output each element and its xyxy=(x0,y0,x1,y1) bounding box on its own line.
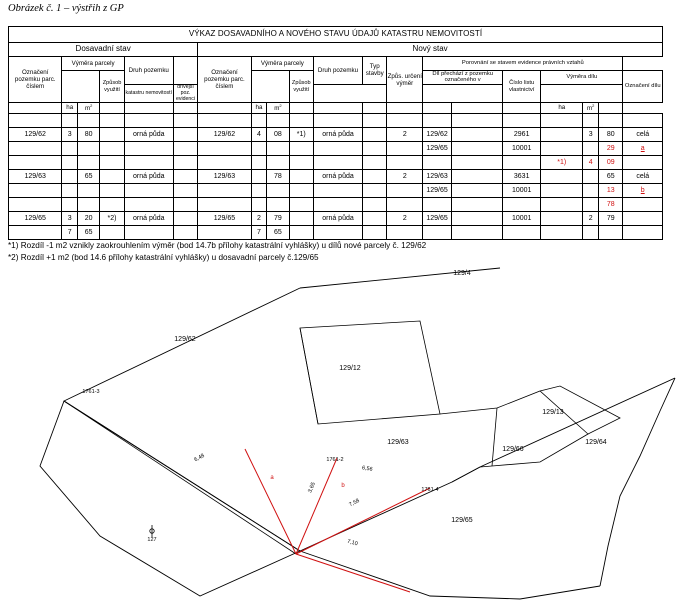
cell-dil-m2: 29 xyxy=(599,142,623,156)
cell-new-m2: 08 xyxy=(267,128,289,142)
table-row xyxy=(9,156,663,170)
cell-kn: 129/65 xyxy=(423,184,452,198)
blank-c8 xyxy=(251,114,267,128)
cell-dil-oznaceni: a xyxy=(623,142,663,156)
cell-new-druh xyxy=(314,184,363,198)
cell-new-flag xyxy=(289,156,313,170)
cell-dil-flag xyxy=(541,170,583,184)
cell-dil-m2: 78 xyxy=(599,198,623,212)
cell-lv: 3631 xyxy=(503,170,541,184)
blank-c20 xyxy=(623,114,663,128)
cell-poz-evidence xyxy=(452,156,503,170)
hdr-cislo-listu: Číslo listu vlastnictví xyxy=(503,71,541,103)
cell-old-druh xyxy=(124,156,173,170)
cell-new-druh xyxy=(314,142,363,156)
cell-dil-ha: 4 xyxy=(583,156,599,170)
table-group-row xyxy=(9,43,663,57)
blank-c12 xyxy=(362,114,386,128)
cell-typ-stavby xyxy=(362,128,386,142)
cell-kn: 129/65 xyxy=(423,142,452,156)
map-dil-label: b xyxy=(341,483,345,489)
cell-new-m2 xyxy=(267,142,289,156)
cell-new-ha xyxy=(251,198,267,212)
cell-old-m2: 65 xyxy=(78,226,100,240)
cell-new-ha xyxy=(251,184,267,198)
table-title-row xyxy=(9,27,663,43)
cell-old-parc xyxy=(9,198,62,212)
hdr-druh-new: Druh pozemku xyxy=(314,57,363,85)
unit-ha-new: ha xyxy=(251,103,267,114)
blank-c6 xyxy=(173,114,197,128)
cell-old-druh: orná půda xyxy=(124,170,173,184)
footnotes xyxy=(8,240,426,264)
map-point-label: 127 xyxy=(147,537,157,543)
map-dimension-label: 6,56 xyxy=(361,465,373,473)
cell-old-parc: 129/63 xyxy=(9,170,62,184)
cell-old-parc xyxy=(9,184,62,198)
cell-old-zpusob xyxy=(173,156,197,170)
cell-new-ha xyxy=(251,142,267,156)
cell-old-flag xyxy=(100,170,124,184)
cell-dil-ha xyxy=(583,226,599,240)
cell-old-flag xyxy=(100,198,124,212)
cell-zpusob-urceni: 2 xyxy=(387,170,423,184)
blank-c14 xyxy=(423,114,452,128)
group-old: Dosavadní stav xyxy=(9,43,198,57)
cell-new-parc xyxy=(198,198,251,212)
cell-typ-stavby xyxy=(362,156,386,170)
unit-spacer-3 xyxy=(124,103,173,114)
hdr-zpusob-old: Způsob využití xyxy=(100,71,124,103)
cell-dil-ha xyxy=(583,170,599,184)
cell-kn: 129/65 xyxy=(423,212,452,226)
map-new-boundary xyxy=(245,449,430,592)
cell-old-ha: 3 xyxy=(62,128,78,142)
cell-new-flag xyxy=(289,170,313,184)
map-dimension-label: 3,65 xyxy=(307,481,317,494)
cell-new-m2 xyxy=(267,184,289,198)
cell-typ-stavby xyxy=(362,226,386,240)
cell-typ-stavby xyxy=(362,170,386,184)
hdr-spacer-vym-old xyxy=(62,71,100,103)
unit-m2-old: $m^2$ xyxy=(78,103,100,114)
footnote-1: *1) Rozdíl -1 m2 vznikly zaokrouhlením výměr (bod 14.7b přílohy katastrální vyhlášky) u dílů nové parcely č. 129/62 xyxy=(8,241,427,250)
map-parcel-label: 129/65 xyxy=(451,517,473,524)
cell-zpusob-urceni xyxy=(387,198,423,212)
cell-kn xyxy=(423,198,452,212)
cell-old-parc: 129/65 xyxy=(9,212,62,226)
unit-spacer-8 xyxy=(362,103,386,114)
hdr-katastru: katastru nemovitostí xyxy=(124,84,173,102)
map-text-layer xyxy=(82,270,606,547)
map-dimension-label: 6,48 xyxy=(193,452,206,464)
cell-old-ha xyxy=(62,184,78,198)
cell-old-flag xyxy=(100,226,124,240)
cell-typ-stavby xyxy=(362,184,386,198)
cell-old-druh: orná půda xyxy=(124,128,173,142)
map-point-label: 1761-3 xyxy=(82,389,100,395)
cell-lv: 10001 xyxy=(503,142,541,156)
cell-zpusob-urceni xyxy=(387,184,423,198)
cell-old-flag xyxy=(100,128,124,142)
hdr-typ-stavby: Typ stavby xyxy=(362,57,386,85)
blank-c18 xyxy=(583,114,599,128)
cell-old-zpusob xyxy=(173,198,197,212)
cell-typ-stavby xyxy=(362,142,386,156)
cell-lv xyxy=(503,198,541,212)
cell-old-druh xyxy=(124,226,173,240)
cell-new-druh: orná půda xyxy=(314,128,363,142)
unit-spacer-10 xyxy=(423,103,452,114)
cell-lv: 10001 xyxy=(503,212,541,226)
cell-new-druh xyxy=(314,226,363,240)
map-boundaries xyxy=(40,268,675,599)
table-row xyxy=(9,128,663,142)
unit-spacer-7 xyxy=(314,103,363,114)
cell-new-druh: orná půda xyxy=(314,170,363,184)
cell-old-parc xyxy=(9,156,62,170)
cell-dil-flag xyxy=(541,226,583,240)
table-blank-row xyxy=(9,114,663,128)
cell-new-ha: 2 xyxy=(251,212,267,226)
hdr-group-compare: Porovnání se stavem evidence právních vztahů xyxy=(423,57,623,71)
map-parcel-label: 129/63 xyxy=(387,439,409,446)
cell-dil-oznaceni: celá xyxy=(623,170,663,184)
unit-ha-dil: ha xyxy=(541,103,583,114)
cell-old-m2: 80 xyxy=(78,128,100,142)
map-interior-lines xyxy=(64,321,620,554)
blank-c15 xyxy=(452,114,503,128)
map-parcel-label: 129/4 xyxy=(453,270,471,277)
blank-c7 xyxy=(198,114,251,128)
cell-poz-evidence xyxy=(452,128,503,142)
map-svg xyxy=(0,266,680,603)
cell-old-druh xyxy=(124,198,173,212)
cell-new-druh: orná půda xyxy=(314,212,363,226)
unit-spacer-12 xyxy=(503,103,541,114)
blank-c2 xyxy=(62,114,78,128)
blank-c1 xyxy=(9,114,62,128)
hdr-vymera-dilu: Výměra dílu xyxy=(541,71,623,85)
map-parcel-label: 129/62 xyxy=(174,336,196,343)
cell-old-ha xyxy=(62,198,78,212)
cell-new-druh xyxy=(314,198,363,212)
cell-new-m2: 78 xyxy=(267,170,289,184)
gp-table xyxy=(8,26,663,240)
cell-old-ha xyxy=(62,156,78,170)
table-row xyxy=(9,212,663,226)
table-row xyxy=(9,198,663,212)
unit-spacer-11 xyxy=(452,103,503,114)
cell-lv: 2961 xyxy=(503,128,541,142)
hdr-zpusob-urceni: Způs. určení výměr xyxy=(387,57,423,103)
cell-dil-m2 xyxy=(599,226,623,240)
cell-zpusob-urceni xyxy=(387,226,423,240)
cell-old-druh xyxy=(124,184,173,198)
table-title: VÝKAZ DOSAVADNÍHO A NOVÉHO STAVU ÚDAJŮ KATASTRU NEMOVITOSTÍ xyxy=(9,27,663,43)
hdr-spacer-old xyxy=(173,57,197,85)
cell-old-parc xyxy=(9,226,62,240)
cell-old-zpusob xyxy=(173,128,197,142)
cell-new-m2 xyxy=(267,156,289,170)
group-new: Nový stav xyxy=(198,43,663,57)
cell-old-flag: *2) xyxy=(100,212,124,226)
cell-lv xyxy=(503,156,541,170)
blank-c16 xyxy=(503,114,541,128)
cell-dil-flag xyxy=(541,128,583,142)
map-parcel-label: 129/13 xyxy=(542,409,564,416)
cell-old-ha: 3 xyxy=(62,212,78,226)
hdr-vymera-dilu-spacer xyxy=(314,84,423,102)
table-units-row xyxy=(9,103,663,114)
cell-new-flag xyxy=(289,142,313,156)
cell-new-m2: 79 xyxy=(267,212,289,226)
cell-old-m2 xyxy=(78,184,100,198)
cell-dil-oznaceni xyxy=(623,212,663,226)
cell-dil-ha xyxy=(583,142,599,156)
cell-new-parc xyxy=(198,184,251,198)
hdr-drivejsi: dřívější poz. evidenci xyxy=(173,84,197,102)
hdr-vymera-old: Výměra parcely xyxy=(62,57,124,71)
cell-old-zpusob xyxy=(173,226,197,240)
unit-spacer-4 xyxy=(173,103,197,114)
cell-old-ha: 7 xyxy=(62,226,78,240)
cell-zpusob-urceni: 2 xyxy=(387,212,423,226)
cell-dil-oznaceni: b xyxy=(623,184,663,198)
cell-old-zpusob xyxy=(173,184,197,198)
cell-new-ha: 7 xyxy=(251,226,267,240)
blank-c9 xyxy=(267,114,289,128)
map-point-label: 1761-4 xyxy=(421,487,439,493)
unit-spacer-1 xyxy=(9,103,62,114)
cell-kn xyxy=(423,156,452,170)
cell-dil-oznaceni: celá xyxy=(623,128,663,142)
cell-old-ha xyxy=(62,170,78,184)
cell-dil-flag xyxy=(541,212,583,226)
table-body xyxy=(9,128,663,240)
cell-dil-oznaceni xyxy=(623,226,663,240)
blank-c17 xyxy=(541,114,583,128)
table-row xyxy=(9,170,663,184)
cell-dil-m2: 65 xyxy=(599,170,623,184)
blank-c4 xyxy=(100,114,124,128)
map-dimension-label: 7,10 xyxy=(346,538,359,548)
cell-new-ha: 4 xyxy=(251,128,267,142)
cell-new-parc: 129/63 xyxy=(198,170,251,184)
hdr-zpusob-new: Způsob využití xyxy=(289,71,313,103)
cell-new-druh xyxy=(314,156,363,170)
cell-dil-flag xyxy=(541,198,583,212)
hdr-oznaceni-new: Označení pozemku parc. číslem xyxy=(198,57,251,103)
map-parcel-label: 129/12 xyxy=(339,365,361,372)
cell-old-zpusob xyxy=(173,212,197,226)
map-parcel-label: 129/64 xyxy=(585,439,607,446)
cell-poz-evidence xyxy=(452,226,503,240)
cell-old-ha xyxy=(62,142,78,156)
cell-old-druh xyxy=(124,142,173,156)
cadastral-map xyxy=(0,266,680,603)
cell-zpusob-urceni xyxy=(387,142,423,156)
hdr-druh-old: Druh pozemku xyxy=(124,57,173,85)
cell-dil-m2: 80 xyxy=(599,128,623,142)
table-header-row-1 xyxy=(9,57,663,71)
blank-c3 xyxy=(78,114,100,128)
unit-spacer-9 xyxy=(387,103,423,114)
blank-c13 xyxy=(387,114,423,128)
cell-old-parc xyxy=(9,142,62,156)
cell-old-m2 xyxy=(78,156,100,170)
cell-lv: 10001 xyxy=(503,184,541,198)
cell-old-druh: orná půda xyxy=(124,212,173,226)
cell-new-ha xyxy=(251,170,267,184)
cell-old-m2: 65 xyxy=(78,170,100,184)
cell-typ-stavby xyxy=(362,212,386,226)
cell-dil-flag xyxy=(541,142,583,156)
blank-c10 xyxy=(289,114,313,128)
cell-dil-flag xyxy=(541,184,583,198)
cell-new-parc xyxy=(198,156,251,170)
blank-c19 xyxy=(599,114,623,128)
cell-dil-ha xyxy=(583,184,599,198)
blank-c5 xyxy=(124,114,173,128)
figure-caption: Obrázek č. 1 – výstřih z GP xyxy=(8,3,124,14)
unit-spacer-2 xyxy=(100,103,124,114)
cell-dil-m2: 13 xyxy=(599,184,623,198)
cell-new-parc xyxy=(198,142,251,156)
cell-old-zpusob xyxy=(173,170,197,184)
hdr-dil-prechazi: Díl přechází z pozemku označeného v xyxy=(423,71,503,85)
cell-old-m2 xyxy=(78,198,100,212)
cell-dil-oznaceni xyxy=(623,198,663,212)
hdr-oznaceni-old: Označení pozemku parc. číslem xyxy=(9,57,62,103)
cell-old-flag xyxy=(100,184,124,198)
cell-new-flag xyxy=(289,184,313,198)
unit-m2-new: $m^2$ xyxy=(267,103,289,114)
gp-table-container xyxy=(8,26,663,240)
table-row xyxy=(9,184,663,198)
cell-old-flag xyxy=(100,142,124,156)
cell-new-flag xyxy=(289,226,313,240)
cell-new-flag xyxy=(289,198,313,212)
cell-typ-stavby xyxy=(362,198,386,212)
unit-spacer-6 xyxy=(289,103,313,114)
cell-old-zpusob xyxy=(173,142,197,156)
cell-new-parc: 129/65 xyxy=(198,212,251,226)
cell-old-m2 xyxy=(78,142,100,156)
cell-dil-m2: 09 xyxy=(599,156,623,170)
blank-c11 xyxy=(314,114,363,128)
cell-kn xyxy=(423,226,452,240)
hdr-oznaceni-dilu: Označení dílu xyxy=(623,71,663,103)
cell-dil-ha: 2 xyxy=(583,212,599,226)
footnote-2: *2) Rozdíl +1 m2 (bod 14.6 přílohy katastrální vyhlášky) u dosavadní parcely č.129/65 xyxy=(8,252,319,262)
cell-zpusob-urceni xyxy=(387,156,423,170)
cell-poz-evidence xyxy=(452,170,503,184)
hdr-spacer-vym-new xyxy=(251,71,289,103)
hdr-vymera-new: Výměra parcely xyxy=(251,57,313,71)
cell-dil-ha: 3 xyxy=(583,128,599,142)
cell-new-m2 xyxy=(267,198,289,212)
cell-kn: 129/62 xyxy=(423,128,452,142)
unit-spacer-5 xyxy=(198,103,251,114)
map-parcel-label: 129/66 xyxy=(502,446,524,453)
map-dil-label: a xyxy=(270,475,274,481)
cell-poz-evidence xyxy=(452,184,503,198)
cell-new-flag: *1) xyxy=(289,128,313,142)
map-point-label: 1761-2 xyxy=(326,457,344,463)
table-row xyxy=(9,142,663,156)
cell-lv xyxy=(503,226,541,240)
cell-kn: 129/63 xyxy=(423,170,452,184)
cell-old-m2: 20 xyxy=(78,212,100,226)
cell-dil-flag: *1) xyxy=(541,156,583,170)
cell-dil-ha xyxy=(583,198,599,212)
cell-new-ha xyxy=(251,156,267,170)
unit-ha-old: ha xyxy=(62,103,78,114)
unit-spacer-13 xyxy=(599,103,623,114)
cell-old-parc: 129/62 xyxy=(9,128,62,142)
map-dimension-label: 7,58 xyxy=(348,497,361,509)
cell-new-parc xyxy=(198,226,251,240)
cell-old-flag xyxy=(100,156,124,170)
cell-poz-evidence xyxy=(452,198,503,212)
cell-poz-evidence xyxy=(452,142,503,156)
unit-m2-dil: $m^2$ xyxy=(583,103,599,114)
table-row xyxy=(9,226,663,240)
cell-new-parc: 129/62 xyxy=(198,128,251,142)
cell-zpusob-urceni: 2 xyxy=(387,128,423,142)
cell-poz-evidence xyxy=(452,212,503,226)
cell-new-flag xyxy=(289,212,313,226)
cell-dil-oznaceni xyxy=(623,156,663,170)
cell-new-m2: 65 xyxy=(267,226,289,240)
cell-dil-m2: 79 xyxy=(599,212,623,226)
